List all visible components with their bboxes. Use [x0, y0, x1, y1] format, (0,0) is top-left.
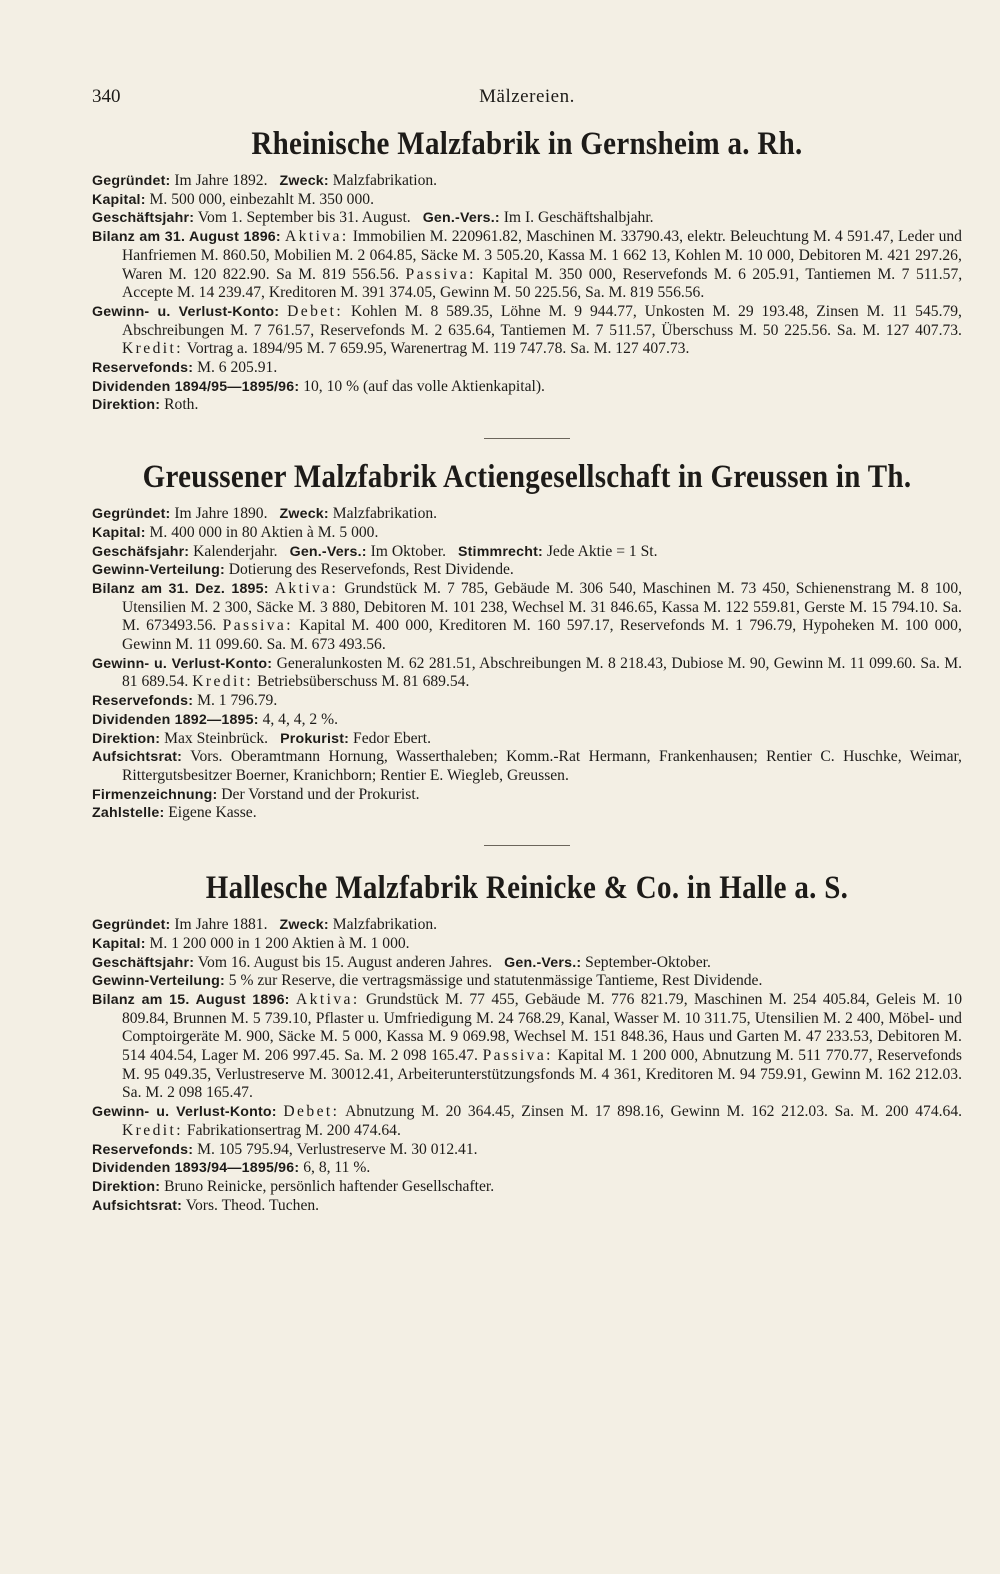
entry-field	[92, 692, 962, 711]
entry-field	[92, 935, 962, 954]
company-title: Hallesche Malzfabrik Reinicke & Co. in Halle a. S.	[205, 870, 849, 907]
field-value: M. 500 000, einbezahlt M. 350 000.	[149, 190, 374, 208]
field-value: Vors. Oberamtmann Hornung, Wasserthaleben; Komm.-Rat Hermann, Frankenhausen; Rentier C. Huschke, Weimar, Rittergutsbesitzer Boerner, Kranichborn; Rentier E. Wiegleb, Greussen.	[122, 748, 962, 784]
field-label: Stimmrecht:	[457, 543, 543, 560]
section-keyword: Debet:	[287, 302, 344, 320]
section-keyword: Passiva:	[482, 1047, 553, 1065]
entry-field	[92, 561, 962, 580]
field-value: Kalenderjahr.	[193, 542, 278, 560]
entry-field	[92, 954, 962, 973]
section-divider	[484, 845, 570, 846]
field-label: Direktion:	[92, 1178, 161, 1195]
field-value: Aktiva: Immobilien M. 220961.82, Maschinen M. 33790.43, elektr. Beleuchtung M. 4 591.47, Leder und Hanfriemen M. 860.50, Mobilien M. 2 064.85, Säcke M. 3 505.20, Kassa M. 1 662 13, Kohlen M. 10 000, Debitoren M. 421 297.26, Waren M. 120 822.90. Sa M. 819 556.56. Passiva: Kapital M. 350 000, Reservefonds M. 6 205.91, Tantiemen M. 7 511.57, Accepte M. 14 239.47, Kreditoren M. 391 374.05, Gewinn M. 50 225.56, Sa. M. 819 556.56.	[122, 228, 963, 302]
company-title: Greussener Malzfabrik Actiengesellschaft in Greussen in Th.	[142, 459, 912, 496]
field-label: Dividenden 1894/95—1895/96:	[92, 378, 300, 395]
entry-field	[92, 1197, 962, 1216]
field-label: Bilanz am 15. August 1896:	[92, 991, 290, 1008]
field-value: Fedor Ebert.	[353, 729, 431, 747]
field-label: Geschäftsjahr:	[92, 954, 195, 971]
entry-field	[92, 396, 962, 415]
entry-field	[92, 580, 962, 655]
entry-field	[92, 804, 962, 823]
section-keyword: Kredit:	[122, 1121, 183, 1139]
field-value: Malzfabrikation.	[332, 172, 438, 189]
field-label: Kapital:	[92, 935, 146, 952]
field-value: Eigene Kasse.	[168, 804, 257, 822]
field-label: Reservefonds:	[92, 1141, 194, 1158]
field-value: M. 105 795.94, Verlustreserve M. 30 012.41.	[197, 1140, 478, 1158]
company-title: Rheinische Malzfabrik in Gernsheim a. Rh.	[251, 126, 803, 162]
field-value: Im Oktober.	[370, 542, 446, 560]
company-entry	[92, 916, 962, 1215]
entry-field	[92, 524, 962, 543]
field-label: Geschäftsjahr:	[92, 210, 195, 227]
section-keyword: Kredit:	[192, 673, 254, 691]
field-label: Gewinn-Verteilung:	[92, 562, 225, 579]
field-value: Debet: Abnutzung M. 20 364.45, Zinsen M. 17 898.16, Gewinn M. 162 212.03. Sa. M. 200 474.64. Kredit: Fabrikationsertrag M. 200 474.64.	[122, 1103, 963, 1139]
field-label: Gewinn-Verteilung:	[92, 973, 225, 990]
entry-field	[92, 505, 962, 524]
field-value: Aktiva: Grundstück M. 7 785, Gebäude M. 306 540, Maschinen M. 73 450, Schienenstrang M. 8 100, Utensilien M. 2 300, Säcke M. 3 880, Debitoren M. 101 238, Wechsel M. 31 846.65, Kassa M. 122 559.81, Gerste M. 15 794.10. Sa. M. 673493.56. Passiva: Kapital M. 400 000, Kreditoren M. 160 597.17, Reservefonds M. 1 796.79, Hypoheken M. 100 000, Gewinn M. 11 099.60. Sa. M. 673 493.56.	[122, 579, 963, 654]
field-value: M. 1 200 000 in 1 200 Aktien à M. 1 000.	[149, 934, 410, 952]
entry-field	[92, 972, 962, 991]
field-label: Zweck:	[279, 506, 329, 523]
field-label: Gegründet:	[92, 173, 171, 189]
field-value: 5 % zur Reserve, die vertragsmässige und statutenmässige Tantieme, Rest Dividende.	[228, 972, 763, 990]
field-value: Aktiva: Grundstück M. 77 455, Gebäude M. 776 821.79, Maschinen M. 254 405.84, Geleis M. 10 809.84, Brunnen M. 5 739.10, Pflaster u. Umfriedigung M. 24 768.29, Kanal, Wasser M. 10 311.75, Utensilien M. 2 400, Möbel- und Comptoirgeräte M. 900, Säcke M. 5 000, Kassa M. 9 069.98, Wechsel M. 151 848.36, Haus und Garten M. 47 233.53, Debitoren M. 514 404.54, Lager M. 206 997.45. Sa. M. 2 098 165.47. Passiva: Kapital M. 1 200 000, Abnutzung M. 511 770.77, Reservefonds M. 95 049.35, Verlustreserve M. 30012.41, Arbeiterunterstützungsfonds M. 4 361, Kreditoren M. 94 759.91, Gewinn M. 162 212.03. Sa. M. 2 098 165.47.	[122, 990, 963, 1102]
field-label: Gegründet:	[92, 917, 171, 934]
entry-field	[92, 730, 962, 749]
entry-field	[92, 1141, 962, 1160]
section-keyword: Debet:	[283, 1103, 340, 1121]
field-label: Gen.-Vers.:	[504, 954, 582, 971]
field-label: Dividenden 1893/94—1895/96:	[92, 1160, 300, 1177]
field-value: Der Vorstand und der Prokurist.	[221, 785, 420, 803]
field-label: Gewinn- u. Verlust-Konto:	[92, 1104, 277, 1121]
section-keyword: Passiva:	[405, 265, 476, 283]
field-label: Gen.-Vers.:	[422, 210, 500, 227]
entry-field	[92, 916, 962, 935]
field-label: Aufsichtsrat:	[92, 749, 183, 766]
field-value: Max Steinbrück.	[164, 729, 269, 747]
field-value: Im Jahre 1890.	[174, 505, 268, 523]
field-label: Bilanz am 31. Dez. 1895:	[92, 580, 269, 597]
running-head	[92, 86, 962, 116]
field-value: Vom 16. August bis 15. August anderen Jahres.	[197, 953, 493, 971]
field-label: Zweck:	[279, 173, 329, 189]
entry-field	[92, 378, 962, 397]
field-label: Gegründet:	[92, 506, 171, 523]
field-value: Roth.	[164, 396, 199, 414]
field-label: Zahlstelle:	[92, 805, 165, 822]
field-label: Prokurist:	[280, 730, 350, 747]
entry-field	[92, 191, 962, 210]
company-entry	[92, 505, 962, 823]
entry-field	[92, 172, 962, 191]
entry-field	[92, 655, 962, 692]
field-value: 10, 10 % (auf das volle Aktienkapital).	[303, 377, 545, 395]
field-value: Im I. Geschäftshalbjahr.	[503, 209, 654, 227]
field-label: Gewinn- u. Verlust-Konto:	[92, 655, 273, 672]
field-label: Aufsichtsrat:	[92, 1197, 183, 1214]
field-value: Dotierung des Reservefonds, Rest Dividende.	[228, 561, 514, 579]
section-keyword: Aktiva:	[274, 579, 339, 597]
field-value: Malzfabrikation.	[332, 505, 438, 523]
field-value: Im Jahre 1892.	[174, 172, 268, 189]
entry-field	[92, 303, 962, 359]
field-label: Direktion:	[92, 397, 161, 414]
entry-field	[92, 1159, 962, 1178]
field-label: Geschäfsjahr:	[92, 543, 190, 560]
field-label: Dividenden 1892—1895:	[92, 711, 259, 728]
field-label: Direktion:	[92, 730, 161, 747]
field-label: Reservefonds:	[92, 693, 194, 710]
company-entry	[92, 172, 962, 415]
field-label: Kapital:	[92, 524, 146, 541]
field-label: Reservefonds:	[92, 360, 194, 377]
field-label: Firmenzeichnung:	[92, 786, 218, 803]
field-label: Kapital:	[92, 191, 146, 208]
section-keyword: Aktiva:	[285, 228, 349, 246]
entry-field	[92, 228, 962, 303]
entry-field	[92, 1178, 962, 1197]
field-value: Im Jahre 1881.	[174, 916, 268, 934]
entry-field	[92, 1103, 962, 1140]
field-label: Gewinn- u. Verlust-Konto:	[92, 303, 280, 320]
field-label: Zweck:	[279, 917, 329, 934]
field-value: Jede Aktie = 1 St.	[546, 542, 658, 560]
field-value: Vom 1. September bis 31. August.	[197, 209, 411, 227]
field-value: 4, 4, 4, 2 %.	[262, 710, 338, 728]
section-keyword: Kredit:	[122, 340, 183, 358]
field-value: Generalunkosten M. 62 281.51, Abschreibungen M. 8 218.43, Dubiose M. 90, Gewinn M. 11 099.60. Sa. M. 81 689.54. Kredit: Betriebsüberschuss M. 81 689.54.	[122, 654, 963, 691]
field-value: M. 400 000 in 80 Aktien à M. 5 000.	[149, 523, 379, 541]
section-keyword: Passiva:	[222, 617, 293, 635]
field-value: Bruno Reinicke, persönlich haftender Gesellschafter.	[164, 1177, 495, 1195]
section-keyword: Aktiva:	[296, 990, 360, 1008]
field-value: Vors. Theod. Tuchen.	[185, 1196, 320, 1214]
running-title: Mälzereien.	[479, 86, 575, 107]
field-value: Debet: Kohlen M. 8 589.35, Löhne M. 9 944.77, Unkosten M. 29 193.48, Zinsen M. 11 545.79, Abschreibungen M. 7 761.57, Reservefonds M. 2 635.64, Tantiemen M. 7 511.57, Überschuss M. 50 225.56. Sa. M. 127 407.73. Kredit: Vortrag a. 1894/95 M. 7 659.95, Warenertrag M. 119 747.78. Sa. M. 127 407.73.	[122, 302, 962, 358]
entry-field	[92, 543, 962, 562]
entry-field	[92, 991, 962, 1103]
entry-field	[92, 209, 962, 228]
field-label: Bilanz am 31. August 1896:	[92, 229, 281, 246]
section-divider	[484, 438, 570, 439]
field-value: September-Oktober.	[585, 953, 711, 971]
field-label: Gen.-Vers.:	[289, 543, 367, 560]
field-value: M. 1 796.79.	[197, 692, 278, 710]
page-number: 340	[92, 86, 121, 107]
field-value: 6, 8, 11 %.	[303, 1159, 371, 1177]
entry-field	[92, 711, 962, 730]
entry-field	[92, 748, 962, 785]
entry-field	[92, 786, 962, 805]
entry-field	[92, 359, 962, 378]
field-value: Malzfabrikation.	[332, 916, 438, 934]
field-value: M. 6 205.91.	[197, 359, 278, 377]
